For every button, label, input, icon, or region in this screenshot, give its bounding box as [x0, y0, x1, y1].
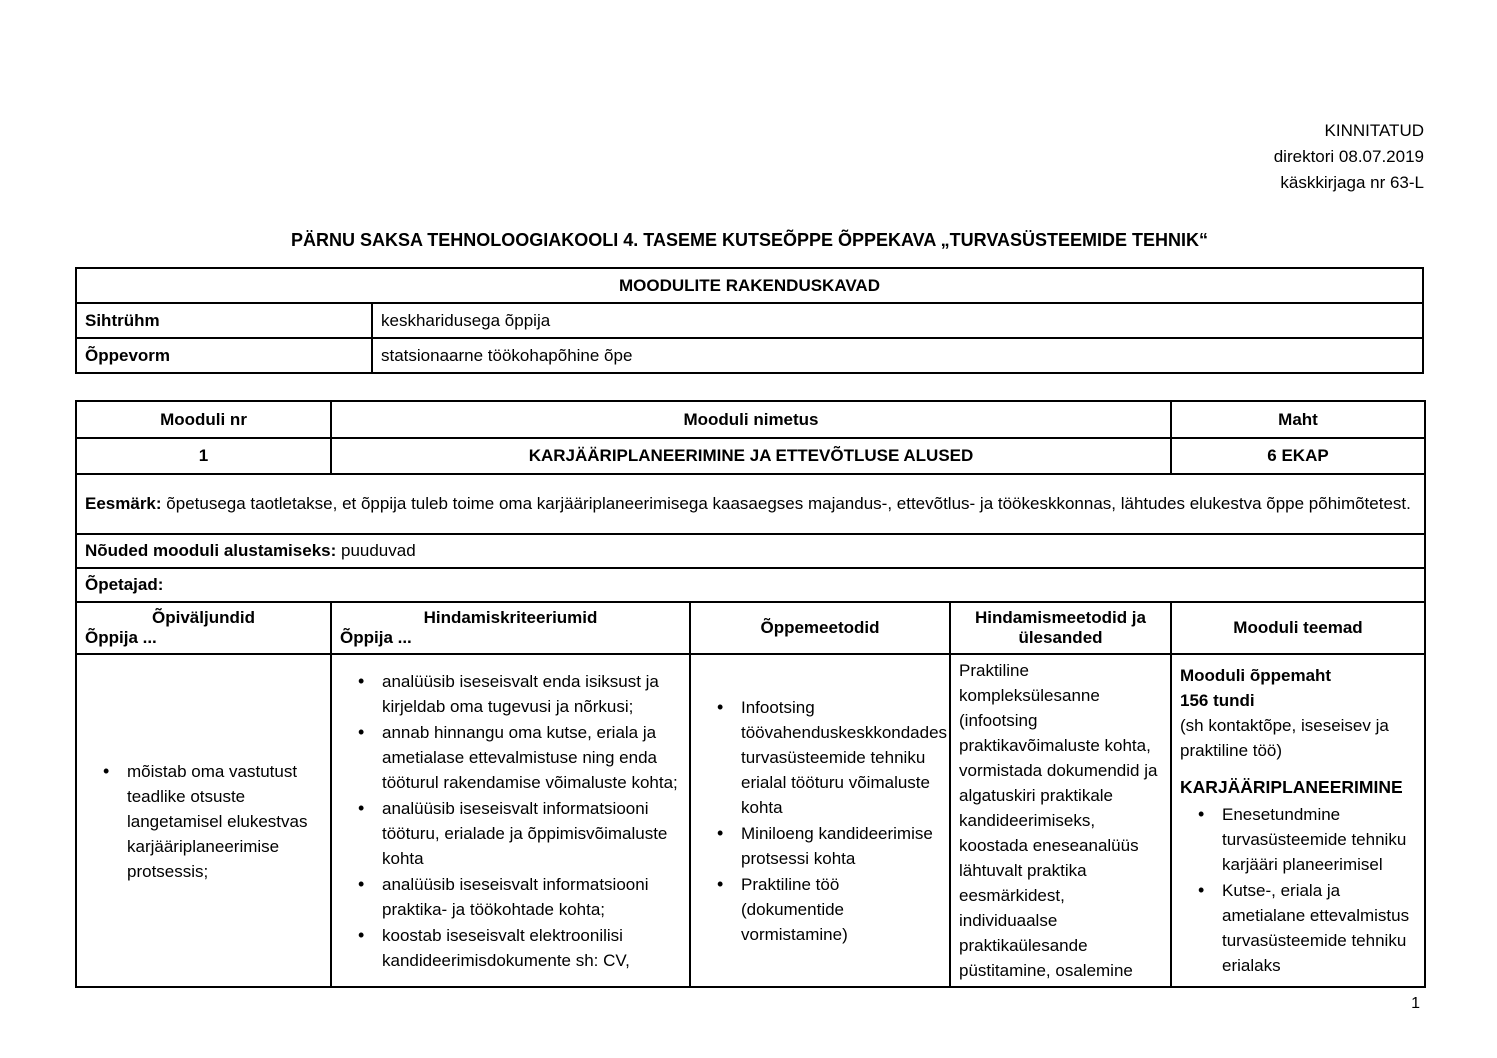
- nouded-row: [76, 534, 1425, 568]
- module-number: 1: [76, 438, 331, 474]
- hindamiskriteeriumid-title: Hindamiskriteeriumid: [423, 608, 598, 627]
- opivaljundid-sub: Õppija ...: [85, 628, 157, 647]
- eesmark-label: Eesmärk:: [85, 494, 162, 513]
- page-number: 1: [1411, 995, 1420, 1012]
- column-header-mooduli-nr: Mooduli nr: [76, 401, 331, 438]
- list-item: • Kutse-, eriala ja ametialane ettevalmistus turvasüsteemide tehniku erialaks: [1222, 878, 1416, 978]
- column-header-mooduli-nimetus: Mooduli nimetus: [331, 401, 1171, 438]
- approval-director-line: direktori 08.07.2019: [1273, 147, 1424, 166]
- themes-section-title: KARJÄÄRIPLANEERIMINE: [1180, 776, 1403, 797]
- column-header-hindamiskriteeriumid: [331, 602, 690, 654]
- info-table-title: MOODULITE RAKENDUSKAVAD: [76, 268, 1423, 303]
- themes-volume-note: (sh kontaktõpe, iseseisev ja praktiline töö): [1180, 715, 1389, 760]
- module-name: KARJÄÄRIPLANEERIMINE JA ETTEVÕTLUSE ALUSED: [331, 438, 1171, 474]
- assessment-cell: Praktiline kompleksülesanne (infootsing praktikavõimaluste kohta, vormistada dokumendid ja algatuskiri praktikale kandideerimiseks, koostada eneseanalüüs lähtuvalt praktika eesmärkidest, individuaalse praktikaülesande püstitamine, osalemine: [950, 654, 1171, 987]
- detail-header-row: [76, 602, 1425, 654]
- table-row: [76, 303, 1423, 338]
- methods-list: [699, 695, 948, 947]
- list-item: • Enesetundmine turvasüsteemide tehniku karjääri planeerimisel: [1222, 802, 1416, 877]
- sihtruhm-label: Sihtrühm: [76, 303, 372, 338]
- methods-cell: [690, 654, 950, 987]
- module-table: [75, 400, 1426, 988]
- approval-block: [1274, 118, 1424, 196]
- nouded-cell: [76, 534, 1425, 568]
- nouded-label: Nõuded mooduli alustamiseks:: [85, 541, 337, 560]
- opetajad-label: Õpetajad:: [85, 575, 164, 594]
- opetajad-cell: [76, 568, 1425, 602]
- outcomes-cell: [76, 654, 331, 987]
- list-item: • mõistab oma vastutust teadlike otsuste langetamisel elukestvas karjääriplaneerimise protsessis;: [127, 759, 322, 884]
- oppevorm-label: Õppevorm: [76, 338, 372, 373]
- list-item: • koostab iseseisvalt elektroonilisi kandideerimisdokumente sh: CV,: [382, 923, 681, 973]
- table-row: [76, 338, 1423, 373]
- outcomes-list: [85, 759, 322, 884]
- criteria-list: [340, 669, 681, 973]
- list-item: • analüüsib iseseisvalt informatsiooni tööturu, erialade ja õppimisvõimaluste kohta: [382, 796, 681, 871]
- themes-volume-hours: 156 tundi: [1180, 690, 1255, 710]
- eesmark-text: õpetusega taotletakse, et õppija tuleb toime oma karjääriplaneerimisega kaasaegses majandus-, ettevõtlus- ja töökeskkonnas, lähtudes elukestva õppe põhimõtetest.: [161, 494, 1411, 513]
- column-header-maht: Maht: [1171, 401, 1425, 438]
- opivaljundid-title: Õpiväljundid: [152, 608, 255, 627]
- themes-volume-label: Mooduli õppemaht: [1180, 665, 1332, 685]
- nouded-text: puuduvad: [336, 541, 416, 560]
- info-table: [75, 267, 1424, 374]
- eesmark-cell: [76, 474, 1425, 534]
- list-item: • Praktiline töö (dokumentide vormistamine): [741, 872, 941, 947]
- list-item: • Miniloeng kandideerimise protsessi kohta: [741, 821, 941, 871]
- column-header-mooduli-teemad: Mooduli teemad: [1171, 602, 1425, 654]
- hindamiskriteeriumid-sub: Õppija ...: [340, 628, 412, 647]
- document-title: PÄRNU SAKSA TEHNOLOOGIAKOOLI 4. TASEME KUTSEÕPPE ÕPPEKAVA „TURVASÜSTEEMIDE TEHNIK“: [290, 230, 1209, 250]
- column-header-hindamismeetodid: Hindamismeetodid ja ülesanded: [950, 602, 1171, 654]
- list-item: • annab hinnangu oma kutse, eriala ja ametialase ettevalmistuse ning enda tööturul rakendamise võimaluste kohta;: [382, 720, 681, 795]
- info-table-header-row: [76, 268, 1423, 303]
- list-item: • analüüsib iseseisvalt informatsiooni praktika- ja töökohtade kohta;: [382, 872, 681, 922]
- module-volume: 6 EKAP: [1171, 438, 1425, 474]
- module-table-header-row: [76, 401, 1425, 438]
- themes-list: [1180, 802, 1416, 978]
- column-header-oppemeetodid: Õppemeetodid: [690, 602, 950, 654]
- column-header-opivaljundid: [76, 602, 331, 654]
- list-item: • Infootsing töövahenduskeskkondades turvasüsteemide tehniku erialal tööturu võimaluste kohta: [741, 695, 941, 820]
- approval-decree-line: käskkirjaga nr 63-L: [1280, 173, 1424, 192]
- opetajad-row: [76, 568, 1425, 602]
- themes-cell: [1171, 654, 1425, 987]
- list-item: • analüüsib iseseisvalt enda isiksust ja kirjeldab oma tugevusi ja nõrkusi;: [382, 669, 681, 719]
- detail-body-row: [76, 654, 1425, 987]
- eesmark-row: [76, 474, 1425, 534]
- module-row: [76, 438, 1425, 474]
- oppevorm-value: statsionaarne töökohapõhine õpe: [372, 338, 1423, 373]
- approval-status: KINNITATUD: [1324, 121, 1424, 140]
- criteria-cell: [331, 654, 690, 987]
- sihtruhm-value: keskharidusega õppija: [372, 303, 1423, 338]
